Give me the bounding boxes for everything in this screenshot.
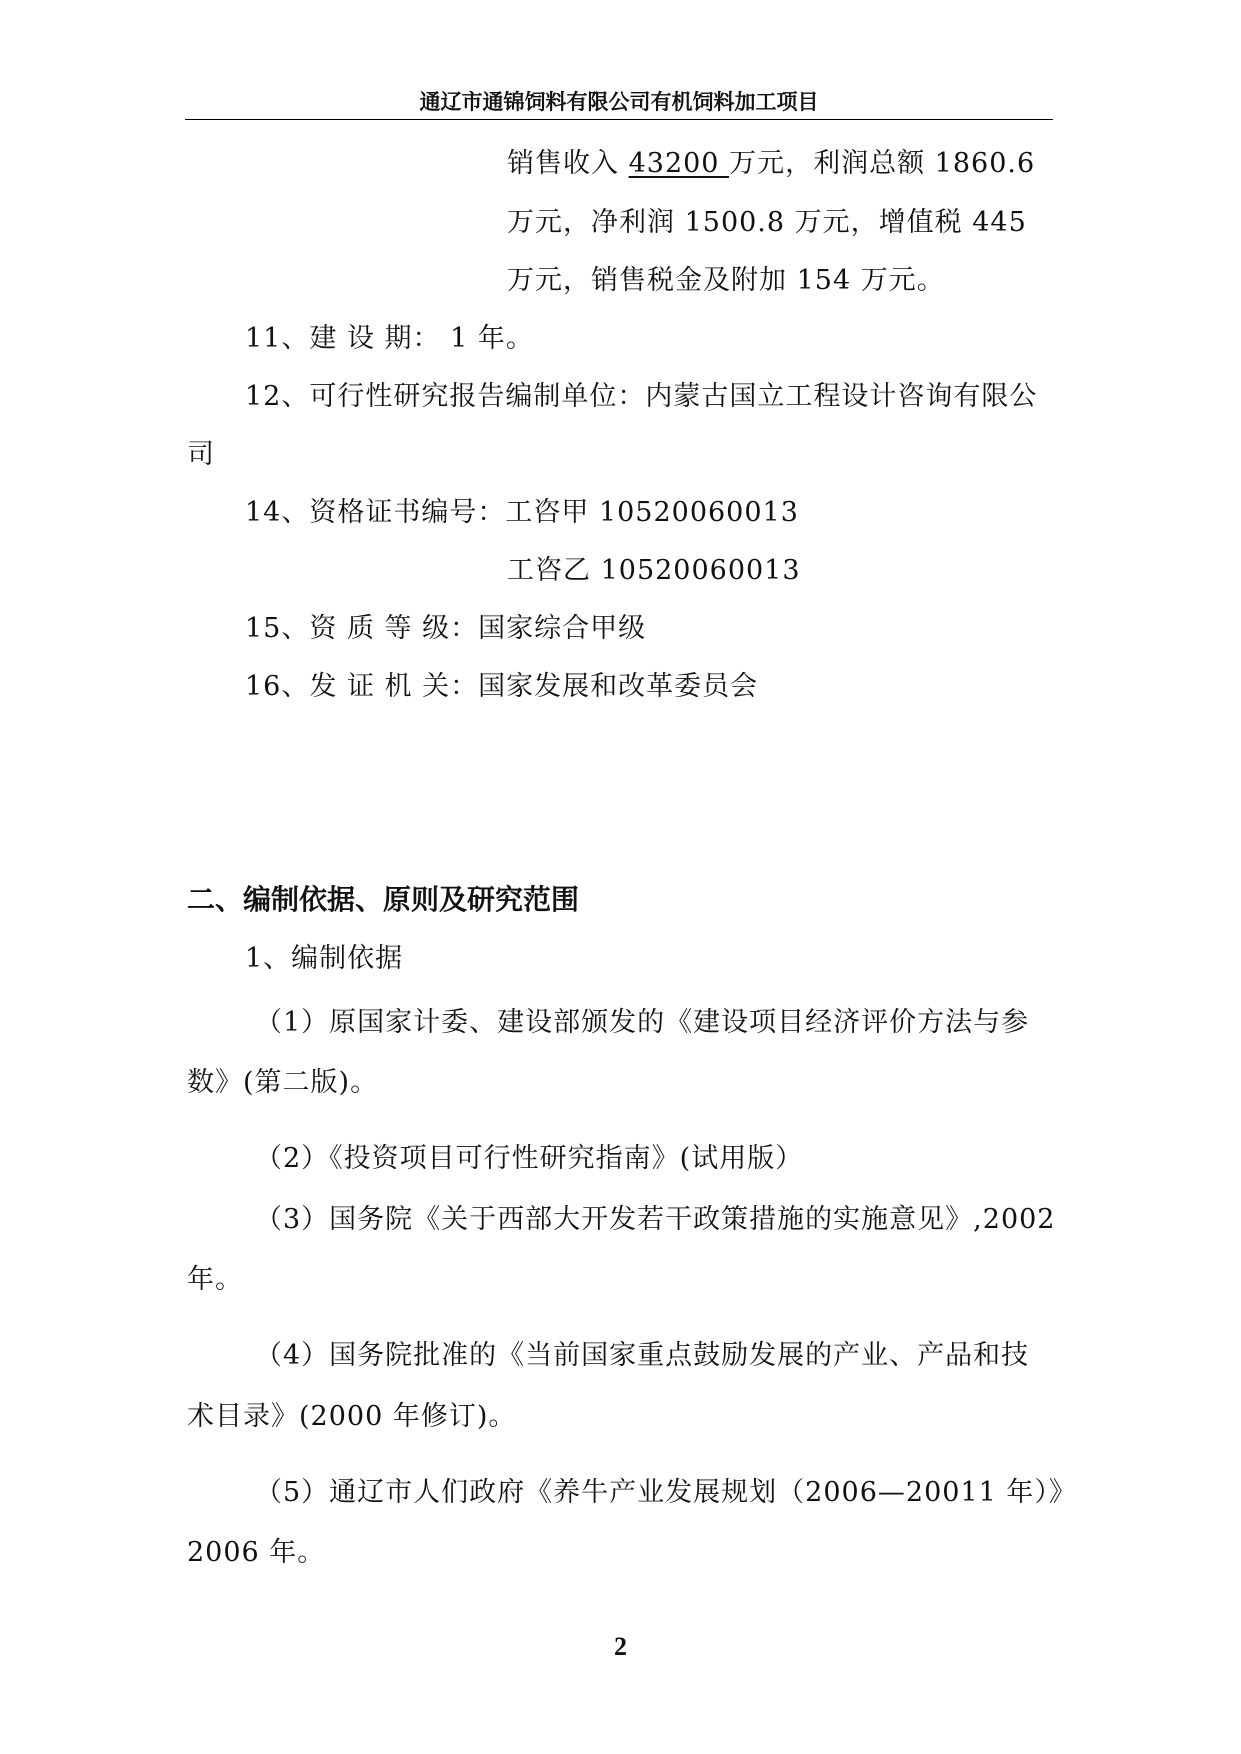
item10-line1-post: 万元，利润总额 1860.6 xyxy=(729,148,1036,179)
basis-item1-line2: 数》(第二版)。 xyxy=(187,1067,379,1098)
header-divider xyxy=(185,119,1053,120)
page-number: 2 xyxy=(614,1632,627,1661)
basis-item3-line2: 年。 xyxy=(187,1264,243,1295)
section2-heading: 二、编制依据、原则及研究范围 xyxy=(187,883,580,916)
basis-item4-line1: （4）国务院批准的《当前国家重点鼓励发展的产业、产品和技 xyxy=(255,1340,1030,1371)
section2-sub1: 1、编制依据 xyxy=(245,943,404,974)
basis-item3-line1: （3）国务院《关于西部大开发若干政策措施的实施意见》,2002 xyxy=(255,1204,1056,1235)
item14-line2: 工咨乙 10520060013 xyxy=(507,555,801,586)
basis-item4-line2: 术目录》(2000 年修订)。 xyxy=(187,1401,517,1432)
item12-line2: 司 xyxy=(187,439,215,470)
item10-line1 xyxy=(507,150,1035,177)
basis-item1-line1: （1）原国家计委、建设部颁发的《建设项目经济评价方法与参 xyxy=(255,1007,1030,1038)
sales-revenue-amount: 43200 xyxy=(628,148,730,179)
basis-item5-line1: （5）通辽市人们政府《养牛产业发展规划（2006—20011 年）》 xyxy=(255,1477,1077,1508)
item10-line2: 万元，净利润 1500.8 万元，增值税 445 xyxy=(507,207,1027,238)
item16-issuing-authority: 16、发 证 机 关：国家发展和改革委员会 xyxy=(245,671,759,702)
item10-line3: 万元，销售税金及附加 154 万元。 xyxy=(507,265,945,296)
item15-qualification-level: 15、资 质 等 级：国家综合甲级 xyxy=(245,613,647,644)
item10-line1-pre: 销售收入 xyxy=(507,148,629,179)
item14-line1: 14、资格证书编号：工咨甲 10520060013 xyxy=(245,497,799,528)
page-header-title: 通辽市通锦饲料有限公司有机饲料加工项目 xyxy=(419,90,819,114)
basis-item5-line2: 2006 年。 xyxy=(187,1537,326,1568)
item12-line1: 12、可行性研究报告编制单位：内蒙古国立工程设计咨询有限公 xyxy=(245,381,1038,412)
basis-item2: （2）《投资项目可行性研究指南》(试用版） xyxy=(255,1143,804,1174)
item11-construction-period: 11、建 设 期： 1 年。 xyxy=(245,323,534,354)
